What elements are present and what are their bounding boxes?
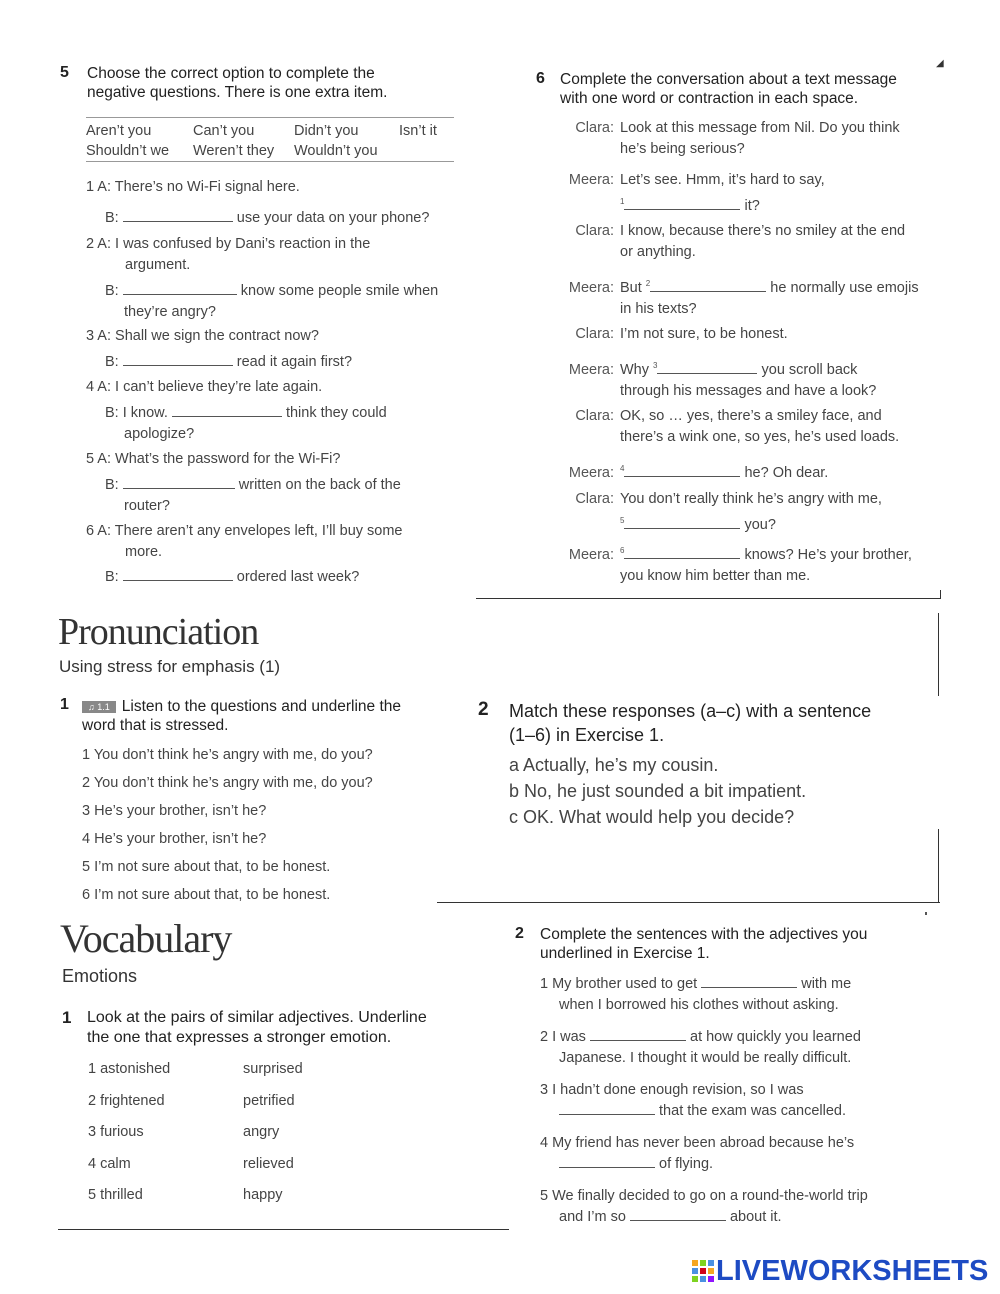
dialogue-line: Clara: I know, because there’s no smiley at the end or anything. [575,223,906,260]
liveworksheets-logo[interactable] [692,1256,988,1286]
exercise-title: Choose the correct option to complete the negative questions. There is one extra item. [87,65,388,101]
question-2-b: B: know some people smile when they’re angry? [105,283,439,320]
word-bank-item: Weren’t they [193,143,275,159]
list-item[interactable]: 4 He’s your brother, isn’t he? [82,831,267,847]
exercise-number: 1 [62,1008,72,1027]
divider [58,1229,509,1230]
section-heading: Vocabulary [60,916,232,961]
answer-blank[interactable] [624,464,740,477]
question-4-a: 4 A: I can’t believe they’re late again. [86,379,323,395]
adjective-option[interactable]: 3 furious [88,1124,144,1141]
exercise-title: Match these responses (a–c) with a sentence (1–6) in Exercise 1. [509,701,872,745]
list-item[interactable]: 2 You don’t think he’s angry with me, do you? [82,775,373,791]
answer-blank[interactable] [624,516,740,529]
exercise-title: Look at the pairs of similar adjectives. Underline the one that expresses a stronger emotion. [87,1009,427,1046]
question-6-a: 6 A: There aren’t any envelopes left, I’ll buy some more. [86,523,403,560]
adjective-option[interactable]: relieved [243,1155,294,1172]
word-bank [86,121,437,161]
divider [940,590,941,599]
sentence-2: 2 I was at how quickly you learned Japanese. I thought it would be really difficult. [540,1029,861,1066]
section-subheading: Using stress for emphasis (1) [59,657,281,676]
answer-blank[interactable] [123,568,233,581]
section-subheading: Emotions [62,966,138,986]
dialogue-line: Meera: Why $^3$ you scroll back through his messages and have a look? [568,361,877,399]
word-bank-item: Wouldn’t you [294,143,378,159]
exercise-number: 2 [515,925,524,942]
adjective-option[interactable]: happy [243,1187,283,1204]
answer-blank[interactable] [123,282,237,295]
question-3-b: B: read it again first? [105,354,353,370]
question-5-a: 5 A: What’s the password for the Wi-Fi? [86,451,341,467]
answer-blank[interactable] [172,404,282,417]
exercise-title: Complete the sentences with the adjectives you underlined in Exercise 1. [540,926,868,962]
sentence-1: 1 My brother used to get with me when I borrowed his clothes without asking. [540,976,852,1013]
adjective-option[interactable]: 1 astonished [88,1061,171,1078]
dialogue-line: Clara: Look at this message from Nil. Do you think he’s being serious? [575,120,900,157]
logo-text: LIVEWORKSHEETS [716,1254,989,1287]
logo-icon [692,1260,714,1282]
word-bank-item: Didn’t you [294,123,359,139]
dialogue-line: Meera: Let’s see. Hmm, it’s hard to say, $^1$ it? [568,172,825,214]
answer-blank[interactable] [630,1208,726,1221]
audio-icon[interactable]: ♫ 1.1 [82,701,116,713]
corner-mark [925,912,927,915]
adjective-option[interactable]: petrified [243,1092,295,1109]
word-bank-item: Can’t you [193,123,255,139]
word-bank-item: Aren’t you [86,123,152,139]
answer-blank[interactable] [657,361,757,374]
adjective-option[interactable]: 4 calm [88,1155,131,1172]
question-3-a: 3 A: Shall we sign the contract now? [86,328,319,344]
answer-blank[interactable] [559,1155,655,1168]
divider [938,829,939,903]
corner-mark: ◢ [936,58,944,69]
question-1-b: B: use your data on your phone? [105,210,430,226]
adjective-pairs [87,1054,304,1212]
word-bank-item: Isn’t it [399,123,437,139]
dialogue-line: Clara: I’m not sure, to be honest. [575,326,788,342]
adjective-option[interactable]: 5 thrilled [88,1187,143,1204]
answer-blank[interactable] [624,546,740,559]
sentence-5: 5 We finally decided to go on a round-the-world trip and I’m so about it. [540,1188,868,1225]
answer-blank[interactable] [590,1028,686,1041]
dialogue-line: Clara: You don’t really think he’s angry with me, $^5$ you? [575,491,882,533]
sentence-3: 3 I hadn’t done enough revision, so I was that the exam was cancelled. [540,1082,847,1119]
question-2-a: 2 A: I was confused by Dani’s reaction in the argument. [86,236,371,273]
exercise-number: 1 [60,696,69,713]
question-5-b: B: written on the back of the router? [105,477,401,514]
dialogue-line: Meera: But $^2$ he normally use emojis in his texts? [568,279,919,317]
question-4-b: B: I know. think they could apologize? [105,405,387,442]
list-item[interactable]: 6 I’m not sure about that, to be honest. [82,887,331,903]
exercise-number: 6 [536,70,545,87]
list-item: a Actually, he’s my cousin. [509,755,719,775]
divider [437,902,940,903]
dialogue-line: Meera: $^6$ knows? He’s your brother, you know him better than me. [568,546,912,584]
list-item: c OK. What would help you decide? [509,807,795,827]
question-1-a: 1 A: There’s no Wi-Fi signal here. [86,179,300,195]
divider [938,613,939,696]
answer-blank[interactable] [123,209,233,222]
divider [476,598,941,599]
answer-blank[interactable] [624,197,740,210]
exercise-title: ♫ 1.1 Listen to the questions and underline the word that is stressed. [82,698,401,734]
response-list [509,752,806,830]
dialogue-line: Meera: $^4$ he? Oh dear. [568,464,829,481]
list-item: b No, he just sounded a bit impatient. [509,781,807,801]
exercise-number: 2 [478,699,489,720]
list-item[interactable]: 1 You don’t think he’s angry with me, do you? [82,747,373,763]
answer-blank[interactable] [559,1102,655,1115]
answer-blank[interactable] [123,353,233,366]
word-bank-item: Shouldn’t we [86,143,170,159]
adjective-option[interactable]: angry [243,1124,280,1141]
section-heading: Pronunciation [58,611,259,653]
answer-blank[interactable] [123,476,235,489]
exercise-number: 5 [60,64,69,81]
adjective-option[interactable]: 2 frightened [88,1092,165,1109]
dialogue-line: Clara: OK, so … yes, there’s a smiley face, and there’s a wink one, so yes, he’s used loads. [575,408,900,445]
list-item[interactable]: 5 I’m not sure about that, to be honest. [82,859,331,875]
answer-blank[interactable] [701,975,797,988]
pronunciation-list [82,741,373,909]
sentence-4: 4 My friend has never been abroad because he’s of flying. [540,1135,855,1172]
divider [86,117,454,118]
exercise-title: Complete the conversation about a text message with one word or contraction in each space. [560,71,897,107]
question-6-b: B: ordered last week? [105,569,360,585]
divider [86,161,454,162]
list-item[interactable]: 3 He’s your brother, isn’t he? [82,803,267,819]
adjective-option[interactable]: surprised [243,1061,303,1078]
answer-blank[interactable] [650,279,766,292]
